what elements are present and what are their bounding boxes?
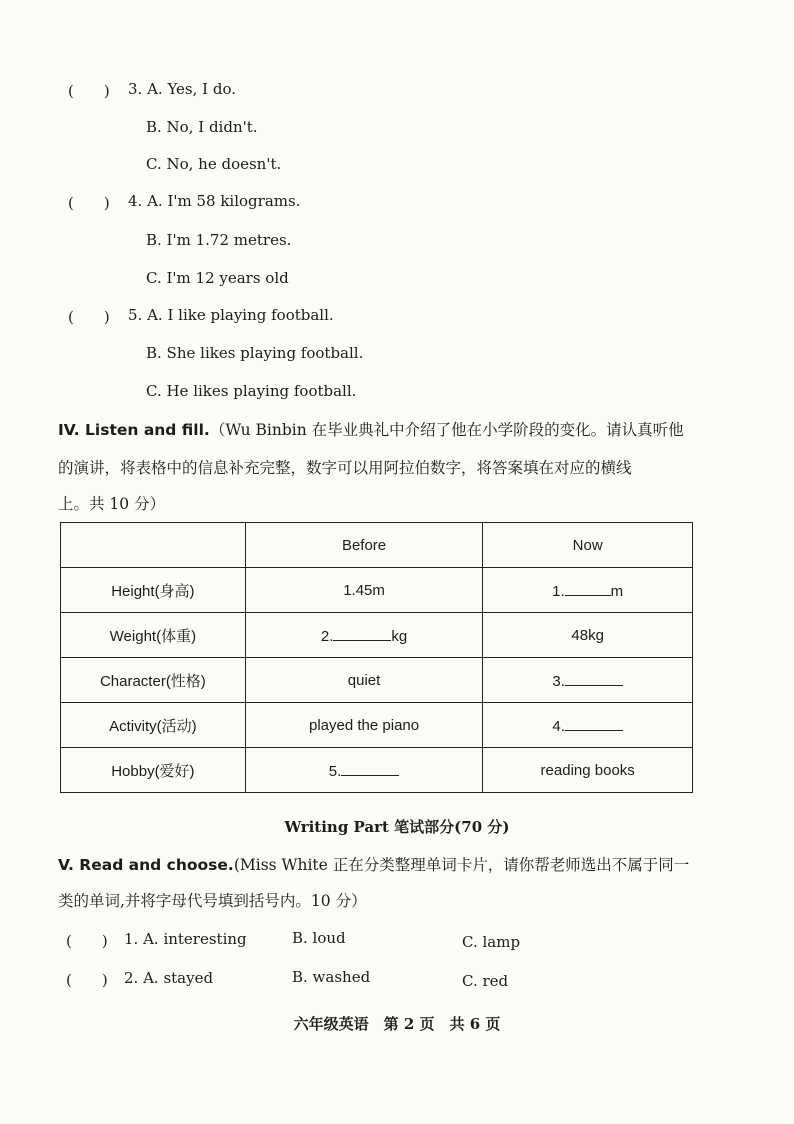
section-5-instruction-1: (Miss White 正在分类整理单词卡片，请你帮老师选出不属于同一 bbox=[233, 856, 690, 874]
activity-before: played the piano bbox=[245, 703, 483, 748]
table-row bbox=[61, 703, 693, 748]
character-now-blank[interactable] bbox=[565, 671, 623, 686]
weight-before-unit: kg bbox=[391, 627, 408, 645]
table-row bbox=[61, 568, 693, 613]
activity-now-num: 4. bbox=[552, 717, 565, 735]
v1-option-a: 1. A. interesting bbox=[124, 930, 247, 948]
height-now-num: 1. bbox=[552, 582, 565, 600]
character-now bbox=[483, 658, 693, 703]
table-row bbox=[61, 658, 693, 703]
row-label-hobby: Hobby(爱好) bbox=[61, 748, 246, 793]
table-header-row bbox=[61, 523, 693, 568]
v2-option-c: C. red bbox=[462, 972, 509, 990]
info-table bbox=[60, 522, 693, 793]
hobby-before-num: 5. bbox=[328, 762, 342, 780]
height-now-unit: m bbox=[610, 582, 624, 600]
q3-option-b: B. No, I didn't. bbox=[146, 118, 258, 136]
weight-before bbox=[245, 613, 483, 658]
section-5-title: V. Read and choose. bbox=[58, 856, 234, 874]
row-label-activity: Activity(活动) bbox=[61, 703, 246, 748]
q3-option-a: 3. A. Yes, I do. bbox=[128, 80, 236, 98]
weight-now: 48kg bbox=[483, 613, 693, 658]
q5-option-b: B. She likes playing football. bbox=[146, 344, 364, 362]
header-empty bbox=[61, 523, 246, 568]
hobby-before-blank[interactable] bbox=[341, 761, 399, 776]
row-label-height: Height(身高) bbox=[61, 568, 246, 613]
section-4-instruction-1: （Wu Binbin 在毕业典礼中介绍了他在小学阶段的变化。请认真听他 bbox=[209, 421, 684, 439]
activity-now-blank[interactable] bbox=[565, 716, 623, 731]
activity-now bbox=[483, 703, 693, 748]
section-4-instruction-2: 的演讲，将表格中的信息补充完整，数字可以用阿拉伯数字，将答案填在对应的横线 bbox=[58, 459, 632, 477]
q4-option-c: C. I'm 12 years old bbox=[146, 269, 289, 287]
v2-answer-bracket[interactable]: ( ) bbox=[66, 971, 108, 989]
q4-answer-bracket[interactable]: ( ) bbox=[68, 194, 110, 212]
q5-option-c: C. He likes playing football. bbox=[146, 382, 357, 400]
section-4-heading bbox=[58, 418, 684, 440]
row-label-character: Character(性格) bbox=[61, 658, 246, 703]
hobby-before bbox=[245, 748, 483, 793]
v1-answer-bracket[interactable]: ( ) bbox=[66, 932, 108, 950]
table-row bbox=[61, 748, 693, 793]
section-5-instruction-2: 类的单词,并将字母代号填到括号内。10 分） bbox=[58, 892, 367, 910]
q3-option-c: C. No, he doesn't. bbox=[146, 155, 282, 173]
v2-option-a: 2. A. stayed bbox=[124, 969, 214, 987]
v1-option-b: B. loud bbox=[292, 929, 346, 947]
character-before: quiet bbox=[245, 658, 483, 703]
v1-option-c: C. lamp bbox=[462, 933, 521, 951]
header-before: Before bbox=[245, 523, 483, 568]
hobby-now: reading books bbox=[483, 748, 693, 793]
v2-option-b: B. washed bbox=[292, 968, 371, 986]
writing-part-heading: Writing Part 笔试部分(70 分) bbox=[284, 818, 510, 836]
weight-before-num: 2. bbox=[320, 627, 334, 645]
q4-option-b: B. I'm 1.72 metres. bbox=[146, 231, 292, 249]
height-now bbox=[483, 568, 693, 613]
q5-option-a: 5. A. I like playing football. bbox=[128, 306, 334, 324]
character-now-num: 3. bbox=[552, 672, 565, 690]
row-label-weight: Weight(体重) bbox=[61, 613, 246, 658]
section-4-title: IV. Listen and fill. bbox=[58, 421, 210, 439]
height-before: 1.45m bbox=[245, 568, 483, 613]
q4-option-a: 4. A. I'm 58 kilograms. bbox=[128, 192, 301, 210]
q3-answer-bracket[interactable]: ( ) bbox=[68, 82, 110, 100]
height-now-blank[interactable] bbox=[565, 581, 611, 596]
table-row bbox=[61, 613, 693, 658]
weight-before-blank[interactable] bbox=[333, 626, 391, 641]
section-4-instruction-3: 上。共 10 分） bbox=[58, 495, 166, 513]
page-footer: 六年级英语 第 2 页 共 6 页 bbox=[293, 1015, 501, 1033]
section-5-heading bbox=[58, 853, 689, 875]
header-now: Now bbox=[483, 523, 693, 568]
q5-answer-bracket[interactable]: ( ) bbox=[68, 308, 110, 326]
